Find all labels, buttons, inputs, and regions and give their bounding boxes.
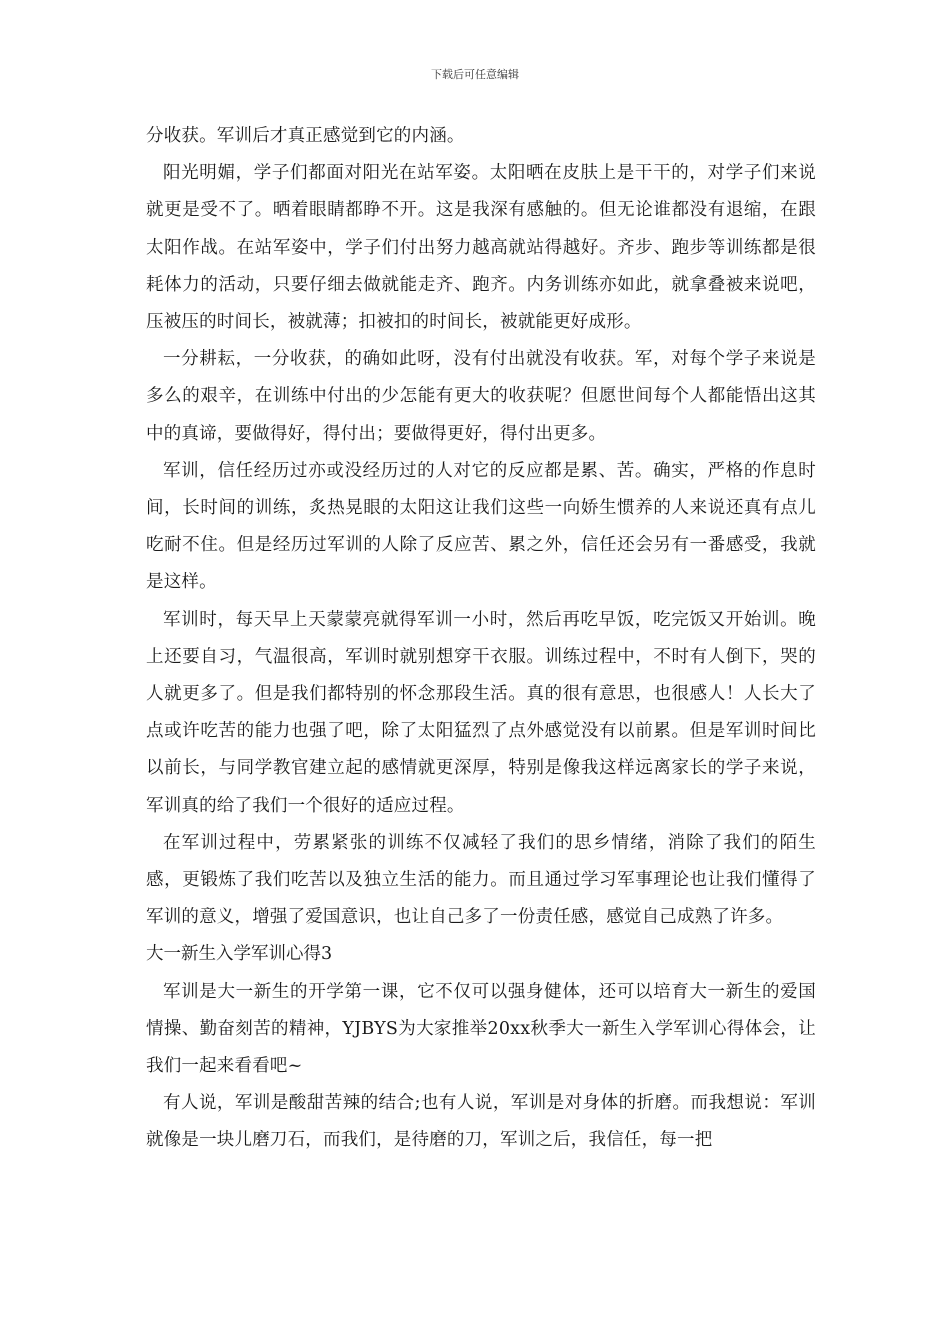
section-heading: 大一新生入学军训心得3 (146, 944, 333, 965)
page-header: 下载后可任意编辑 (431, 68, 519, 81)
paragraph-2: 阳光明媚，学子们都面对阳光在站军姿。太阳晒在皮肤上是干干的，对学子们来说就更是受不了。晒着眼睛都睁不开。这是我深有感触的。但无论谁都没有退缩，在跟太阳作战。在站军姿中，学子们付出努力越高就站得越好。齐步、跑步等训练都是很耗体力的活动，只要仔细去做就能走齐、跑齐。内务训练亦如此，就拿叠被来说吧，压被压的时间长，被就薄；扣被扣的时间长，被就能更好成形。 (146, 163, 816, 333)
section-paragraph-2: 有人说，军训是酸甜苦辣的结合;也有人说，军训是对身体的折磨。而我想说：军训就像是一块儿磨刀石，而我们，是待磨的刀，军训之后，我信任，每一把 (146, 1093, 816, 1151)
paragraph-3: 一分耕耘，一分收获，的确如此呀，没有付出就没有收获。军，对每个学子来说是多么的艰辛，在训练中付出的少怎能有更大的收获呢？但愿世间每个人都能悟出这其中的真谛，要做得好，得付出；要做得更好，得付出更多。 (146, 349, 816, 444)
paragraph-1: 分收获。军训后才真正感觉到它的内涵。 (146, 126, 465, 146)
document-body (146, 118, 816, 1160)
paragraph-4: 军训，信任经历过亦或没经历过的人对它的反应都是累、苦。确实，严格的作息时间，长时间的训练，炙热晃眼的太阳这让我们这些一向娇生惯养的人来说还真有点儿吃耐不住。但是经历过军训的人除了反应苦、累之外，信任还会另有一番感受，我就是这样。 (146, 460, 816, 593)
paragraph-5: 军训时，每天早上天蒙蒙亮就得军训一小时，然后再吃早饭，吃完饭又开始训。晚上还要自习，气温很高，军训时就别想穿干衣服。训练过程中，不时有人倒下，哭的人就更多了。但是我们都特别的怀念那段生活。真的很有意思，也很感人！人长大了点或许吃苦的能力也强了吧，除了太阳猛烈了点外感觉没有以前累。但是军训时间比以前长，与同学教官建立起的感情就更深厚，特别是像我这样远离家长的学子来说，军训真的给了我们一个很好的适应过程。 (146, 609, 816, 816)
section-paragraph-1: 军训是大一新生的开学第一课，它不仅可以强身健体，还可以培育大一新生的爱国情操、勤奋刻苦的精神，YJBYS为大家推举20xx秋季大一新生入学军训心得体会，让我们一起来看看吧~ (146, 981, 816, 1077)
paragraph-6: 在军训过程中，劳累紧张的训练不仅减轻了我们的思乡情绪，消除了我们的陌生感，更锻炼了我们吃苦以及独立生活的能力。而且通过学习军事理论也让我们懂得了军训的意义，增强了爱国意识，也让自己多了一份责任感，感觉自己成熟了许多。 (146, 832, 816, 928)
